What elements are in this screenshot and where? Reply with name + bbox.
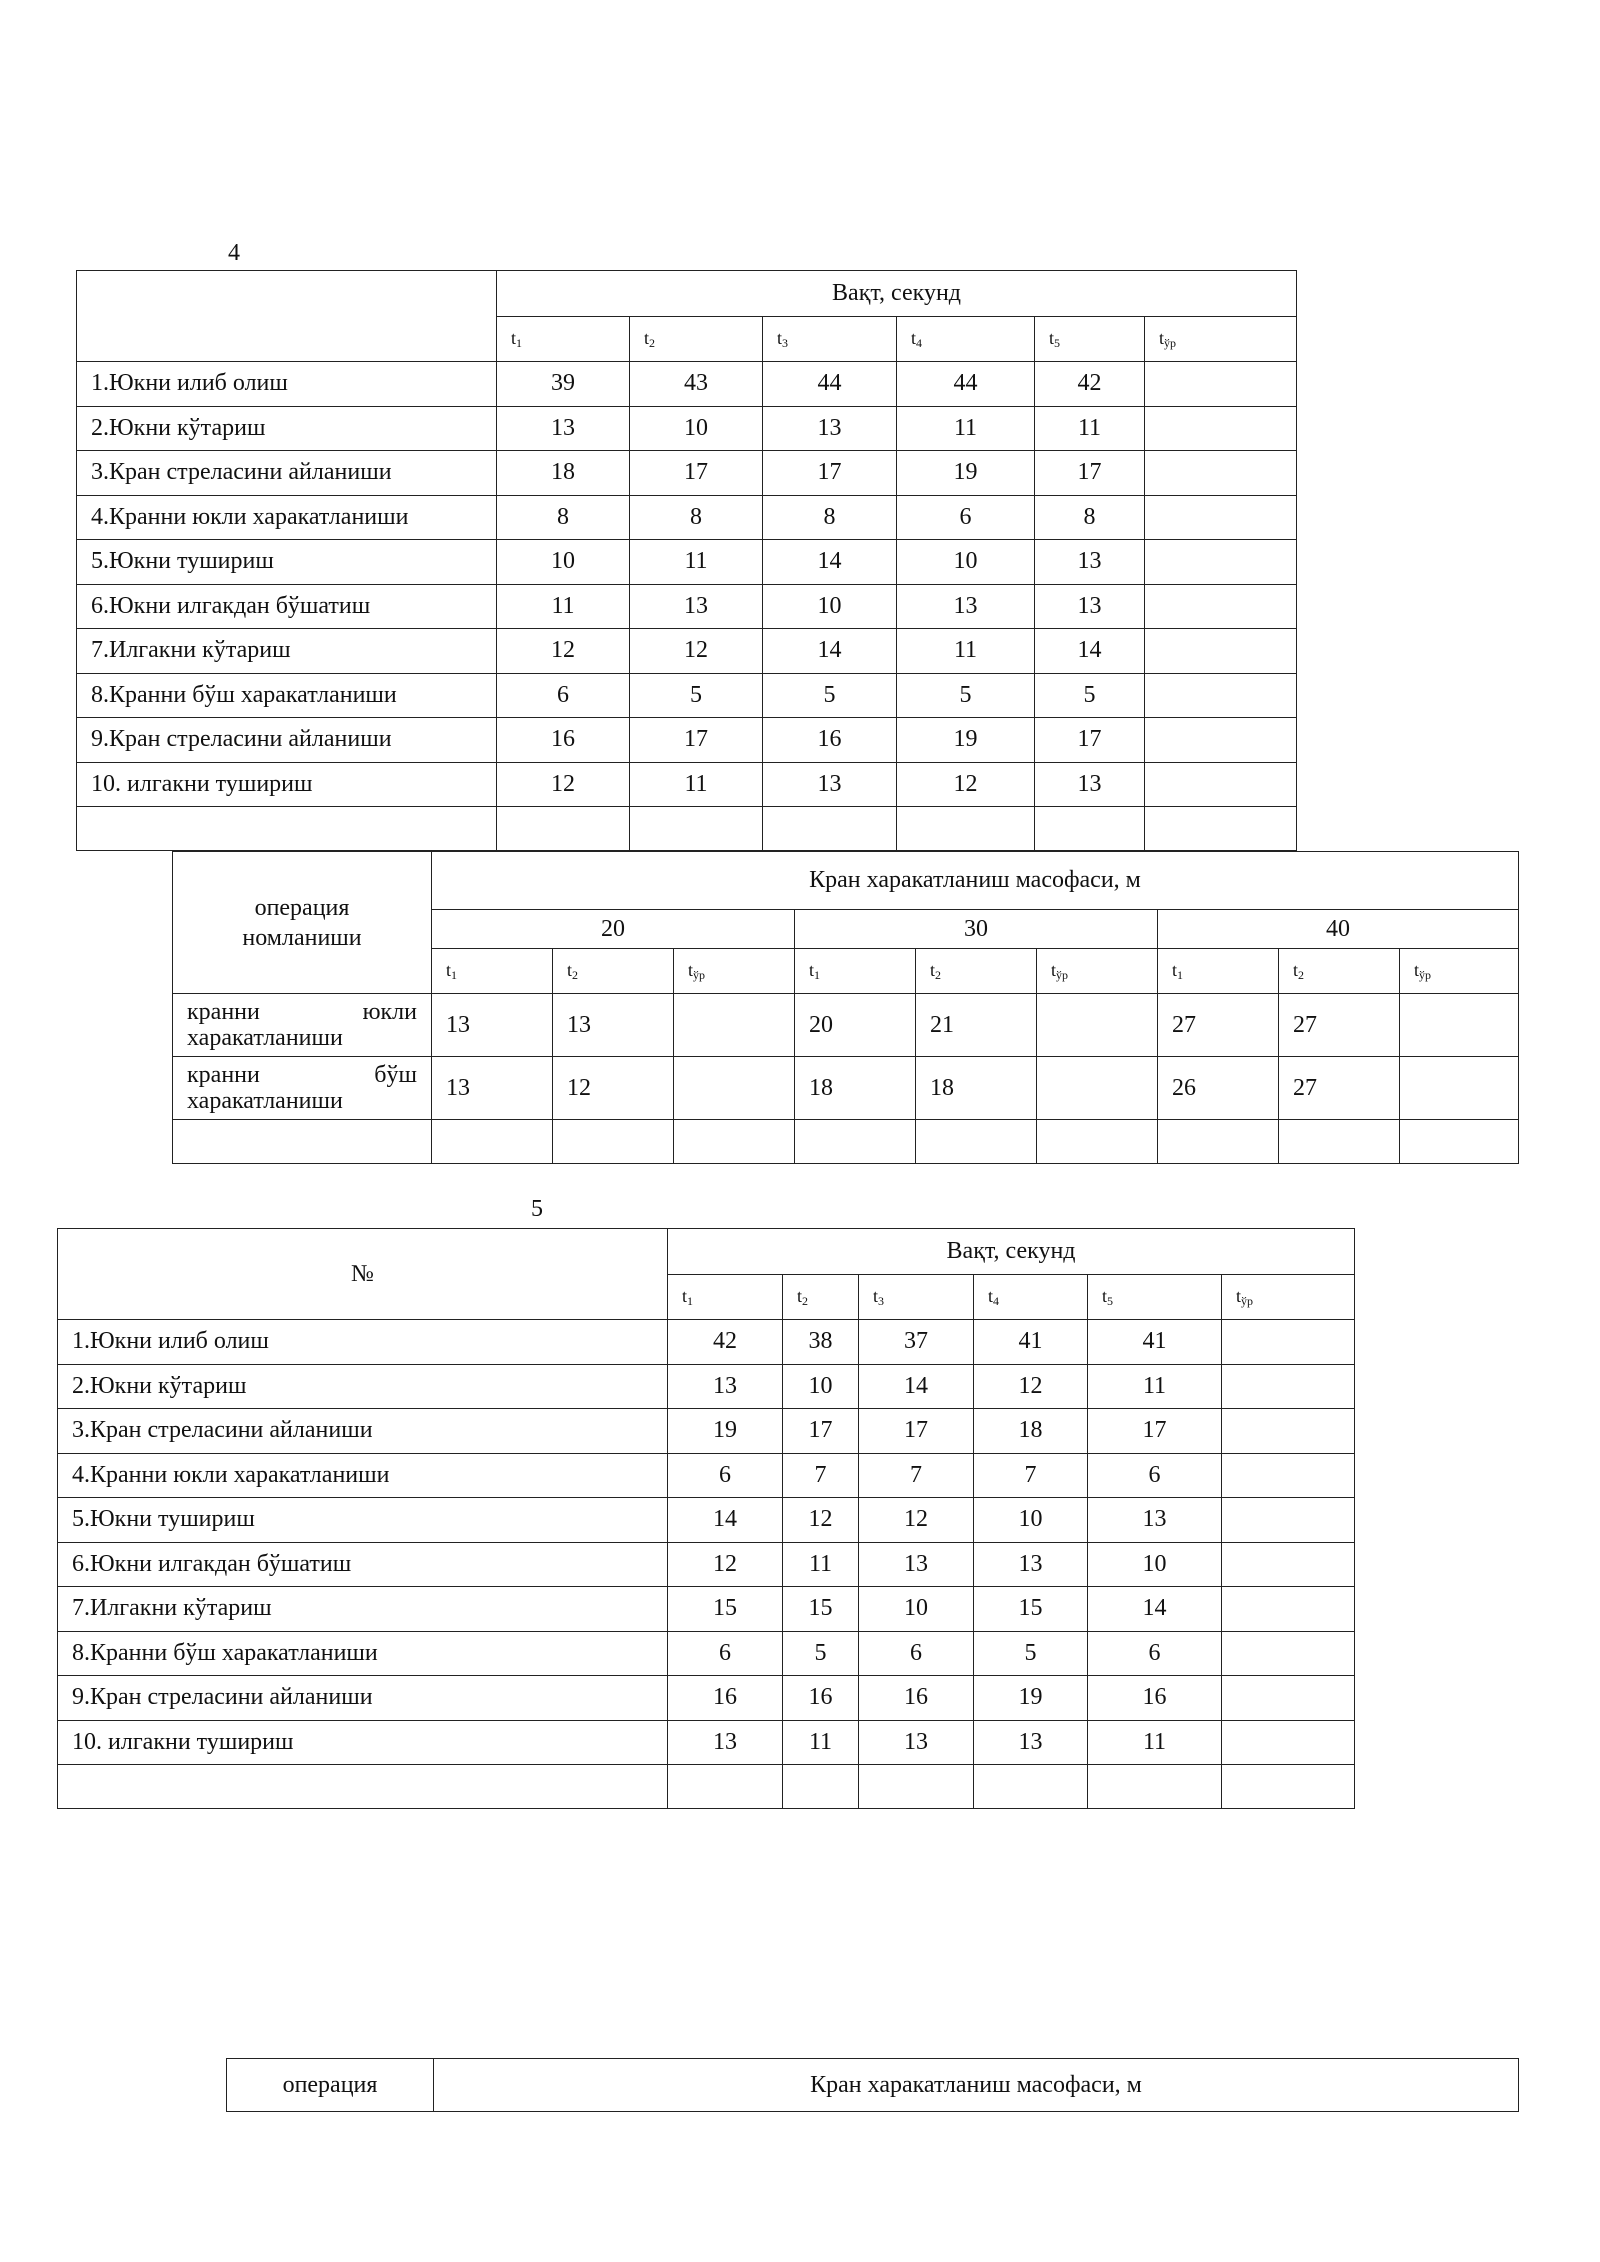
table-row — [58, 1676, 1355, 1721]
col-t1: $t_1$ — [795, 949, 916, 994]
empty-row — [173, 1120, 1519, 1164]
value-cell — [1037, 1057, 1158, 1120]
operation-cell: 7.Илгакни кўтариш — [58, 1587, 668, 1632]
value-cell — [1145, 495, 1297, 540]
value-cell: 7 — [974, 1453, 1088, 1498]
empty-cell — [1222, 1765, 1355, 1809]
empty-cell — [630, 807, 763, 851]
col-t3: $t_3$ — [859, 1275, 974, 1320]
value-cell: 8 — [497, 495, 630, 540]
table-row — [58, 1453, 1355, 1498]
value-cell: 17 — [1035, 451, 1145, 496]
empty-cell — [1145, 807, 1297, 851]
value-cell: 15 — [783, 1587, 859, 1632]
value-cell — [1400, 1057, 1519, 1120]
value-cell — [1037, 994, 1158, 1057]
empty-cell — [916, 1120, 1037, 1164]
value-cell: 16 — [497, 718, 630, 763]
value-cell: 17 — [1088, 1409, 1222, 1454]
value-cell: 18 — [795, 1057, 916, 1120]
value-cell: 17 — [1035, 718, 1145, 763]
empty-cell — [77, 807, 497, 851]
col-tavg: $t_{ўр}$ — [1222, 1275, 1355, 1320]
value-cell: 6 — [859, 1631, 974, 1676]
value-cell: 8 — [763, 495, 897, 540]
empty-cell — [674, 1120, 795, 1164]
table-row — [77, 495, 1297, 540]
empty-cell — [795, 1120, 916, 1164]
value-cell: 12 — [668, 1542, 783, 1587]
corner-cell — [77, 271, 497, 362]
value-cell: 14 — [668, 1498, 783, 1543]
value-cell: 15 — [974, 1587, 1088, 1632]
value-cell: 5 — [897, 673, 1035, 718]
operation-cell: 6.Юкни илгакдан бўшатиш — [77, 584, 497, 629]
empty-row — [77, 807, 1297, 851]
table-row — [77, 584, 1297, 629]
value-cell: 10 — [763, 584, 897, 629]
empty-cell — [1400, 1120, 1519, 1164]
operation-cell: 1.Юкни илиб олиш — [58, 1320, 668, 1365]
distance-table-4 — [172, 851, 1519, 1164]
value-cell: 10 — [859, 1587, 974, 1632]
operation-cell: кранни юкли харакатланиши — [173, 994, 432, 1057]
value-cell: 13 — [1088, 1498, 1222, 1543]
col-t2: $t_2$ — [630, 317, 763, 362]
empty-cell — [553, 1120, 674, 1164]
table-row — [77, 362, 1297, 407]
value-cell: 10 — [783, 1364, 859, 1409]
table-row — [77, 540, 1297, 585]
value-cell — [1145, 629, 1297, 674]
operation-cell: 5.Юкни тушириш — [77, 540, 497, 585]
value-cell: 37 — [859, 1320, 974, 1365]
empty-cell — [974, 1765, 1088, 1809]
value-cell: 11 — [497, 584, 630, 629]
value-cell — [1222, 1409, 1355, 1454]
table-row — [77, 718, 1297, 763]
value-cell: 13 — [553, 994, 674, 1057]
value-cell: 42 — [668, 1320, 783, 1365]
value-cell — [1222, 1498, 1355, 1543]
time-table-5 — [57, 1228, 1355, 1809]
col-t1: $t_1$ — [668, 1275, 783, 1320]
section-4-label: 4 — [228, 240, 240, 266]
operation-cell: 4.Кранни юкли харакатланиши — [77, 495, 497, 540]
value-cell: 7 — [859, 1453, 974, 1498]
value-cell: 10 — [630, 406, 763, 451]
value-cell: 12 — [897, 762, 1035, 807]
operation-cell: 5.Юкни тушириш — [58, 1498, 668, 1543]
col-t4: $t_4$ — [897, 317, 1035, 362]
value-cell: 19 — [897, 718, 1035, 763]
table-row — [58, 1320, 1355, 1365]
value-cell: 39 — [497, 362, 630, 407]
operation-name-header: операция номланиши — [173, 852, 432, 994]
value-cell: 12 — [497, 762, 630, 807]
empty-cell — [58, 1765, 668, 1809]
time-table-4 — [76, 270, 1297, 851]
value-cell: 16 — [859, 1676, 974, 1721]
value-cell: 13 — [1035, 762, 1145, 807]
value-cell: 6 — [1088, 1631, 1222, 1676]
value-cell: 14 — [1035, 629, 1145, 674]
value-cell: 6 — [668, 1453, 783, 1498]
value-cell — [1145, 540, 1297, 585]
value-cell: 13 — [668, 1364, 783, 1409]
value-cell: 16 — [763, 718, 897, 763]
time-table-4-body — [77, 362, 1297, 851]
value-cell: 5 — [783, 1631, 859, 1676]
value-cell: 13 — [432, 1057, 553, 1120]
value-cell: 13 — [763, 406, 897, 451]
empty-cell — [1035, 807, 1145, 851]
empty-cell — [1088, 1765, 1222, 1809]
empty-cell — [1279, 1120, 1400, 1164]
operation-cell: 8.Кранни бўш харакатланиши — [58, 1631, 668, 1676]
value-cell: 13 — [974, 1542, 1088, 1587]
distance-title: Кран харакатланиш масофаси, м — [434, 2059, 1519, 2112]
value-cell: 21 — [916, 994, 1037, 1057]
value-cell: 41 — [1088, 1320, 1222, 1365]
col-t5: $t_5$ — [1088, 1275, 1222, 1320]
value-cell: 20 — [795, 994, 916, 1057]
value-cell: 11 — [630, 540, 763, 585]
value-cell: 6 — [497, 673, 630, 718]
operation-cell: 1.Юкни илиб олиш — [77, 362, 497, 407]
value-cell: 6 — [897, 495, 1035, 540]
value-cell: 13 — [497, 406, 630, 451]
value-cell: 12 — [497, 629, 630, 674]
value-cell: 11 — [897, 629, 1035, 674]
value-cell: 17 — [630, 451, 763, 496]
value-cell: 17 — [630, 718, 763, 763]
col-t2: $t_2$ — [783, 1275, 859, 1320]
empty-cell — [1037, 1120, 1158, 1164]
value-cell: 10 — [897, 540, 1035, 585]
value-cell — [1222, 1720, 1355, 1765]
value-cell: 14 — [763, 629, 897, 674]
value-cell: 27 — [1158, 994, 1279, 1057]
value-cell: 13 — [432, 994, 553, 1057]
time-header: Вақт, секунд — [668, 1229, 1355, 1275]
table-row — [58, 1587, 1355, 1632]
value-cell: 13 — [974, 1720, 1088, 1765]
distance-title: Кран харакатланиш масофаси, м — [432, 852, 1519, 910]
table-row — [173, 1057, 1519, 1120]
value-cell — [1145, 451, 1297, 496]
value-cell: 17 — [783, 1409, 859, 1454]
time-table-5-body — [58, 1320, 1355, 1809]
value-cell: 12 — [974, 1364, 1088, 1409]
value-cell: 12 — [783, 1498, 859, 1543]
value-cell: 17 — [859, 1409, 974, 1454]
empty-cell — [783, 1765, 859, 1809]
operation-cell: 10. илгакни тушириш — [58, 1720, 668, 1765]
value-cell: 13 — [630, 584, 763, 629]
table-row — [77, 629, 1297, 674]
value-cell: 10 — [497, 540, 630, 585]
value-cell: 41 — [974, 1320, 1088, 1365]
value-cell: 5 — [1035, 673, 1145, 718]
value-cell: 5 — [630, 673, 763, 718]
value-cell: 13 — [859, 1542, 974, 1587]
value-cell: 12 — [630, 629, 763, 674]
value-cell: 16 — [668, 1676, 783, 1721]
value-cell: 6 — [1088, 1453, 1222, 1498]
table-row — [58, 1631, 1355, 1676]
empty-cell — [173, 1120, 432, 1164]
operation-cell: 9.Кран стреласини айланиши — [77, 718, 497, 763]
value-cell — [674, 994, 795, 1057]
table-row — [58, 1364, 1355, 1409]
value-cell: 12 — [553, 1057, 674, 1120]
col-t2: $t_2$ — [1279, 949, 1400, 994]
value-cell: 11 — [783, 1720, 859, 1765]
table-row — [58, 1409, 1355, 1454]
empty-row — [58, 1765, 1355, 1809]
distance-40: 40 — [1158, 910, 1519, 949]
value-cell: 18 — [974, 1409, 1088, 1454]
empty-cell — [497, 807, 630, 851]
operation-cell: 3.Кран стреласини айланиши — [77, 451, 497, 496]
operation-cell: 6.Юкни илгакдан бўшатиш — [58, 1542, 668, 1587]
col-t3: $t_3$ — [763, 317, 897, 362]
distance-table-5 — [226, 2058, 1519, 2112]
value-cell: 42 — [1035, 362, 1145, 407]
operation-cell: кранни бўш харакатланиши — [173, 1057, 432, 1120]
table-row — [173, 994, 1519, 1057]
operation-cell: 4.Кранни юкли харакатланиши — [58, 1453, 668, 1498]
value-cell: 11 — [783, 1542, 859, 1587]
value-cell: 44 — [897, 362, 1035, 407]
value-cell: 11 — [1088, 1364, 1222, 1409]
value-cell — [1145, 584, 1297, 629]
value-cell: 11 — [1088, 1720, 1222, 1765]
value-cell — [1145, 718, 1297, 763]
value-cell: 14 — [1088, 1587, 1222, 1632]
value-cell — [1222, 1320, 1355, 1365]
value-cell: 18 — [497, 451, 630, 496]
operation-cell: 9.Кран стреласини айланиши — [58, 1676, 668, 1721]
value-cell: 7 — [783, 1453, 859, 1498]
col-t1: $t_1$ — [1158, 949, 1279, 994]
col-t4: $t_4$ — [974, 1275, 1088, 1320]
value-cell — [674, 1057, 795, 1120]
value-cell — [1222, 1542, 1355, 1587]
time-header: Вақт, секунд — [497, 271, 1297, 317]
value-cell — [1222, 1587, 1355, 1632]
value-cell: 14 — [859, 1364, 974, 1409]
value-cell: 16 — [1088, 1676, 1222, 1721]
value-cell: 6 — [668, 1631, 783, 1676]
value-cell: 13 — [668, 1720, 783, 1765]
col-t1: $t_1$ — [432, 949, 553, 994]
value-cell — [1400, 994, 1519, 1057]
value-cell: 8 — [630, 495, 763, 540]
value-cell: 11 — [630, 762, 763, 807]
operation-cell: 2.Юкни кўтариш — [77, 406, 497, 451]
col-tavg: $t_{ўр}$ — [1400, 949, 1519, 994]
value-cell: 26 — [1158, 1057, 1279, 1120]
col-tavg: $t_{ўр}$ — [674, 949, 795, 994]
value-cell: 13 — [897, 584, 1035, 629]
value-cell: 14 — [763, 540, 897, 585]
value-cell: 13 — [1035, 584, 1145, 629]
table-row — [77, 673, 1297, 718]
value-cell: 10 — [974, 1498, 1088, 1543]
value-cell — [1222, 1453, 1355, 1498]
value-cell — [1145, 673, 1297, 718]
value-cell: 44 — [763, 362, 897, 407]
distance-table-4-body — [173, 994, 1519, 1164]
value-cell — [1222, 1364, 1355, 1409]
value-cell: 12 — [859, 1498, 974, 1543]
distance-20: 20 — [432, 910, 795, 949]
operation-cell: 3.Кран стреласини айланиши — [58, 1409, 668, 1454]
col-t5: $t_5$ — [1035, 317, 1145, 362]
value-cell — [1145, 762, 1297, 807]
table-row — [58, 1720, 1355, 1765]
empty-cell — [763, 807, 897, 851]
col-t2: $t_2$ — [916, 949, 1037, 994]
empty-cell — [859, 1765, 974, 1809]
value-cell: 18 — [916, 1057, 1037, 1120]
value-cell — [1222, 1631, 1355, 1676]
value-cell: 15 — [668, 1587, 783, 1632]
col-tavg: $t_{ўр}$ — [1145, 317, 1297, 362]
value-cell: 13 — [1035, 540, 1145, 585]
empty-cell — [432, 1120, 553, 1164]
value-cell: 19 — [897, 451, 1035, 496]
value-cell: 16 — [783, 1676, 859, 1721]
operation-cell: 10. илгакни тушириш — [77, 762, 497, 807]
operation-cell: 7.Илгакни кўтариш — [77, 629, 497, 674]
empty-cell — [1158, 1120, 1279, 1164]
value-cell: 5 — [763, 673, 897, 718]
value-cell: 5 — [974, 1631, 1088, 1676]
table-row — [77, 406, 1297, 451]
operation-cell: 2.Юкни кўтариш — [58, 1364, 668, 1409]
col-tavg: $t_{ўр}$ — [1037, 949, 1158, 994]
empty-cell — [897, 807, 1035, 851]
value-cell: 13 — [763, 762, 897, 807]
value-cell — [1222, 1676, 1355, 1721]
col-t2: $t_2$ — [553, 949, 674, 994]
table-row — [58, 1542, 1355, 1587]
value-cell: 11 — [1035, 406, 1145, 451]
table-row — [77, 762, 1297, 807]
value-cell: 13 — [859, 1720, 974, 1765]
section-5-label: 5 — [531, 1196, 543, 1222]
value-cell: 19 — [974, 1676, 1088, 1721]
col-t1: $t_1$ — [497, 317, 630, 362]
empty-cell — [668, 1765, 783, 1809]
operation-header: операция — [227, 2059, 434, 2112]
value-cell: 27 — [1279, 1057, 1400, 1120]
distance-30: 30 — [795, 910, 1158, 949]
table-row — [58, 1498, 1355, 1543]
value-cell: 10 — [1088, 1542, 1222, 1587]
table-row — [77, 451, 1297, 496]
value-cell — [1145, 362, 1297, 407]
value-cell: 11 — [897, 406, 1035, 451]
value-cell: 38 — [783, 1320, 859, 1365]
value-cell: 43 — [630, 362, 763, 407]
value-cell — [1145, 406, 1297, 451]
number-header: № — [58, 1229, 668, 1320]
value-cell: 27 — [1279, 994, 1400, 1057]
value-cell: 17 — [763, 451, 897, 496]
value-cell: 8 — [1035, 495, 1145, 540]
value-cell: 19 — [668, 1409, 783, 1454]
operation-cell: 8.Кранни бўш харакатланиши — [77, 673, 497, 718]
